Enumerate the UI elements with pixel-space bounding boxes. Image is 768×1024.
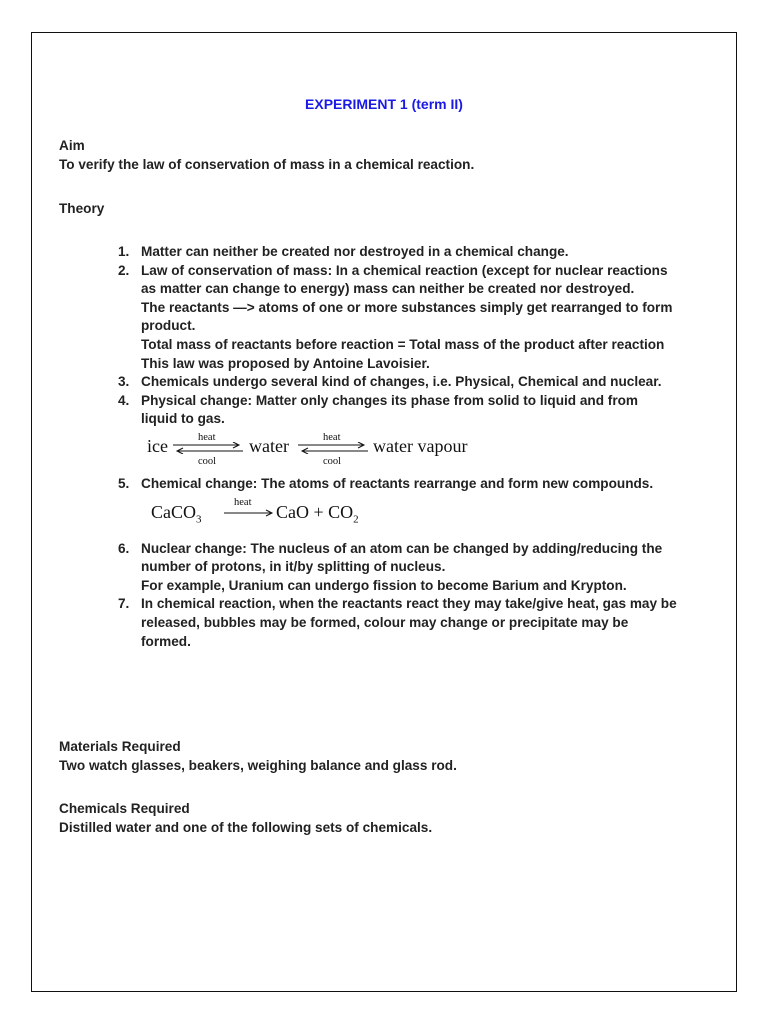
chemicals-section bbox=[59, 800, 432, 837]
products: CaO + $CO_2$ bbox=[276, 501, 359, 526]
materials-section bbox=[59, 738, 457, 775]
chemicals-heading: Chemicals Required bbox=[59, 801, 190, 816]
aim-section bbox=[59, 137, 474, 174]
aim-text: To verify the law of conservation of mass in a chemical reaction. bbox=[59, 156, 475, 172]
chemical-change-equation: CaCO$_3$ heat CaO + $CO_2$ bbox=[141, 494, 678, 530]
materials-heading: Materials Required bbox=[59, 739, 181, 754]
chemicals-text: Distilled water and one of the following sets of chemicals. bbox=[59, 819, 433, 835]
aim-heading: Aim bbox=[59, 138, 85, 153]
page-title: EXPERIMENT 1 (term II) bbox=[305, 96, 463, 112]
list-item: 3. Chemicals undergo several kind of changes, i.e. Physical, Chemical and nuclear. bbox=[118, 374, 662, 390]
list-item: 2. Law of conservation of mass: In a chemical reaction (except for nuclear reactions as matter can change to energy) mass can neither be created nor destroyed. The reactants —> atoms of one or more substances simply get rearranged to form product. Total mass of reactants before reaction = Total mass of the product after reaction This law was proposed by Antoine Lavoisier. bbox=[118, 262, 673, 371]
physical-change-equation: ice heat cool water heat cool water vapour bbox=[147, 431, 468, 467]
list-item: 5. Chemical change: The atoms of reactants rearrange and form new compounds. CaCO$_3$ heat CaO + $CO_2$ bbox=[118, 475, 678, 530]
reactant: CaCO$_3$ bbox=[151, 501, 202, 526]
list-item: 7. In chemical reaction, when the reactants react they may take/give heat, gas may be released, bubbles may be formed, colour may change or precipitate may be formed. bbox=[118, 596, 677, 649]
theory-list bbox=[118, 243, 678, 651]
materials-text: Two watch glasses, beakers, weighing balance and glass rod. bbox=[59, 757, 457, 773]
list-item: 4. Physical change: Matter only changes its phase from solid to liquid and from liquid to gas. ice heat cool water heat cool water vapour bbox=[118, 392, 678, 465]
theory-heading: Theory bbox=[59, 201, 105, 216]
list-item: 6. Nuclear change: The nucleus of an atom can be changed by adding/reducing the number of protons, in it/by splitting of nucleus. For example, Uranium can undergo fission to become Barium and Krypton. bbox=[118, 540, 663, 593]
list-item: 1. Matter can neither be created nor destroyed in a chemical change. bbox=[118, 244, 569, 259]
